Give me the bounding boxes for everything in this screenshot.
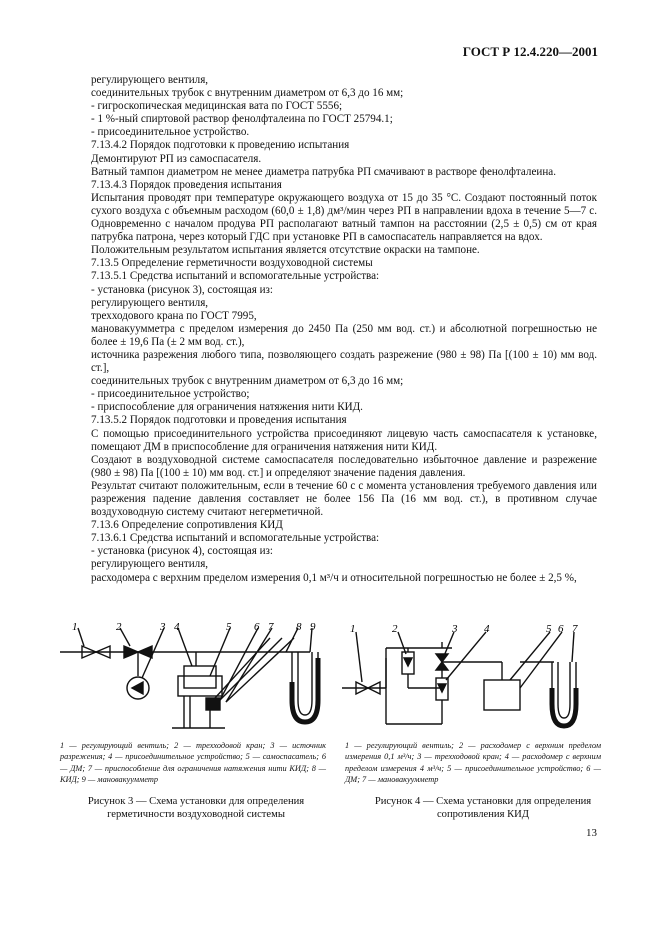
- fig3-label: 9: [310, 621, 316, 633]
- fig3-label: 7: [268, 621, 274, 633]
- text-line: - присоединительное устройство.: [91, 126, 250, 139]
- text-line: регулирующего вентиля,: [91, 296, 209, 309]
- fig3-label: 2: [116, 621, 122, 633]
- fig3-label: 5: [226, 621, 232, 633]
- paragraph: Испытания проводят при температуре окружающего воздуха от 15 до 35 °С. Создают постоянный поток сухого воздуха с объемным расходом (60,0 ± 1,8) дм³/мин через РП в направлении вдоха в течение 5—7 с. Одновременно с началом продува РП располагают ватный тампон на расстоянии (2,5 ± 0,5) см от края патрубка патрона, через который ГДС при установке РП в самоспасатель направляется на вдох.: [91, 191, 597, 244]
- text-line: - установка (рисунок 4), состоящая из:: [91, 545, 273, 558]
- text-line: Ватный тампон диаметром не менее диаметра патрубка РП смачивают в растворе фенолфталеина.: [91, 165, 556, 178]
- figure-4-diagram: [342, 618, 604, 736]
- figure-4-title: Рисунок 4 — Схема установки для определения сопротивления КИД: [374, 796, 592, 820]
- text-line: - установка (рисунок 3), состоящая из:: [91, 283, 273, 296]
- fig4-label: 5: [546, 623, 552, 635]
- page-number: 13: [586, 827, 597, 839]
- paragraph: С помощью присоединительного устройства присоединяют лицевую часть самоспасателя к установке, помещают ДМ в приспособление для ограничения натяжения нити КИД.: [91, 427, 597, 453]
- fig4-label: 7: [572, 623, 578, 635]
- fig4-label: 2: [392, 623, 398, 635]
- section-heading: 7.13.4.2 Порядок подготовки к проведению испытания: [91, 139, 350, 152]
- section-heading: 7.13.5.2 Порядок подготовки и проведения испытания: [91, 414, 347, 427]
- text-line: регулирующего вентиля,: [91, 558, 209, 571]
- fig4-label: 4: [484, 623, 490, 635]
- section-heading: 7.13.5 Определение герметичности воздуховодной системы: [91, 257, 373, 270]
- fig4-label: 6: [558, 623, 564, 635]
- section-heading: 7.13.6.1 Средства испытаний и вспомогательные устройства:: [91, 532, 380, 545]
- fig3-label: 8: [296, 621, 302, 633]
- document-header: ГОСТ Р 12.4.220—2001: [462, 44, 598, 59]
- text-line: Демонтируют РП из самоспасателя.: [91, 152, 262, 165]
- paragraph: источника разрежения любого типа, позволяющего создать разрежение (980 ± 98) Па [(100 ± 10) мм вод. ст.],: [91, 348, 597, 375]
- fig3-label: 3: [160, 621, 166, 633]
- text-line: регулирующего вентиля,: [91, 74, 209, 86]
- text-line: соединительных трубок с внутренним диаметром от 6,3 до 16 мм;: [91, 375, 404, 388]
- text-line: соединительных трубок с внутренним диаметром от 6,3 до 16 мм;: [91, 87, 404, 100]
- section-heading: 7.13.4.3 Порядок проведения испытания: [91, 178, 282, 191]
- paragraph: Создают в воздуховодной системе самоспасателя последовательно избыточное давление и разрежение (980 ± 98) Па [(100 ± 10) мм вод. ст.] и определяют значение падения давления.: [91, 453, 597, 479]
- paragraph: Результат считают положительным, если в течение 60 с с момента установления требуемого давления или разрежения падение давления составляет не более 156 Па (16 мм вод. ст.), в противном случае воздуховодную систему считают негерметичной.: [91, 479, 597, 519]
- section-heading: 7.13.5.1 Средства испытаний и вспомогательные устройства:: [91, 270, 380, 283]
- text-line: - присоединительное устройство;: [91, 388, 250, 401]
- text-line: - гигроскопическая медицинская вата по ГОСТ 5556;: [91, 100, 343, 113]
- section-heading: 7.13.6 Определение сопротивления КИД: [91, 519, 283, 532]
- figure-3-title: Рисунок 3 — Схема установки для определения герметичности воздуховодной системы: [87, 796, 305, 820]
- text-line: - 1 %-ный спиртовой раствор фенолфталеина по ГОСТ 25794.1;: [91, 113, 393, 126]
- body-text: [91, 74, 597, 585]
- fig3-label: 4: [174, 621, 180, 633]
- paragraph: мановакуумметра с пределом измерения до 2450 Па (250 мм вод. ст.) и абсолютной погрешностью не более ± 19,6 Па (± 2 мм вод. ст.),: [91, 322, 597, 348]
- fig3-label: 6: [254, 621, 260, 633]
- fig4-label: 1: [350, 623, 356, 635]
- figure-3-legend: 1 — регулирующий вентиль; 2 — трехходовой кран; 3 — источник разрежения; 4 — присоединительное устройство; 5 — самоспасатель; 6 — ДМ; 7 — приспособление для ограничения натяжения нити КИД; 8 — КИД; 9 — мановакуумметр: [60, 741, 326, 785]
- paragraph: расходомера с верхним пределом измерения 0,1 м³/ч и относительной погрешностью не более ± 2,5 %,: [91, 571, 577, 584]
- fig4-label: 3: [452, 623, 458, 635]
- figure-3-diagram: [60, 618, 340, 736]
- text-line: трехходового крана по ГОСТ 7995,: [91, 309, 257, 322]
- text-line: - приспособление для ограничения натяжения нити КИД.: [91, 401, 363, 414]
- fig3-label: 1: [72, 621, 78, 633]
- paragraph: Положительным результатом испытания является отсутствие окраски на тампоне.: [91, 244, 480, 257]
- figure-4-legend: 1 — регулирующий вентиль; 2 — расходомер с верхним пределом измерения 0,1 м³/ч; 3 — трехходовой кран; 4 — расходомер с верхним пределом измерения 4 м³/ч; 5 — присоединительное устройство; 6 — ДМ; 7 — мановакуумметр: [345, 741, 601, 785]
